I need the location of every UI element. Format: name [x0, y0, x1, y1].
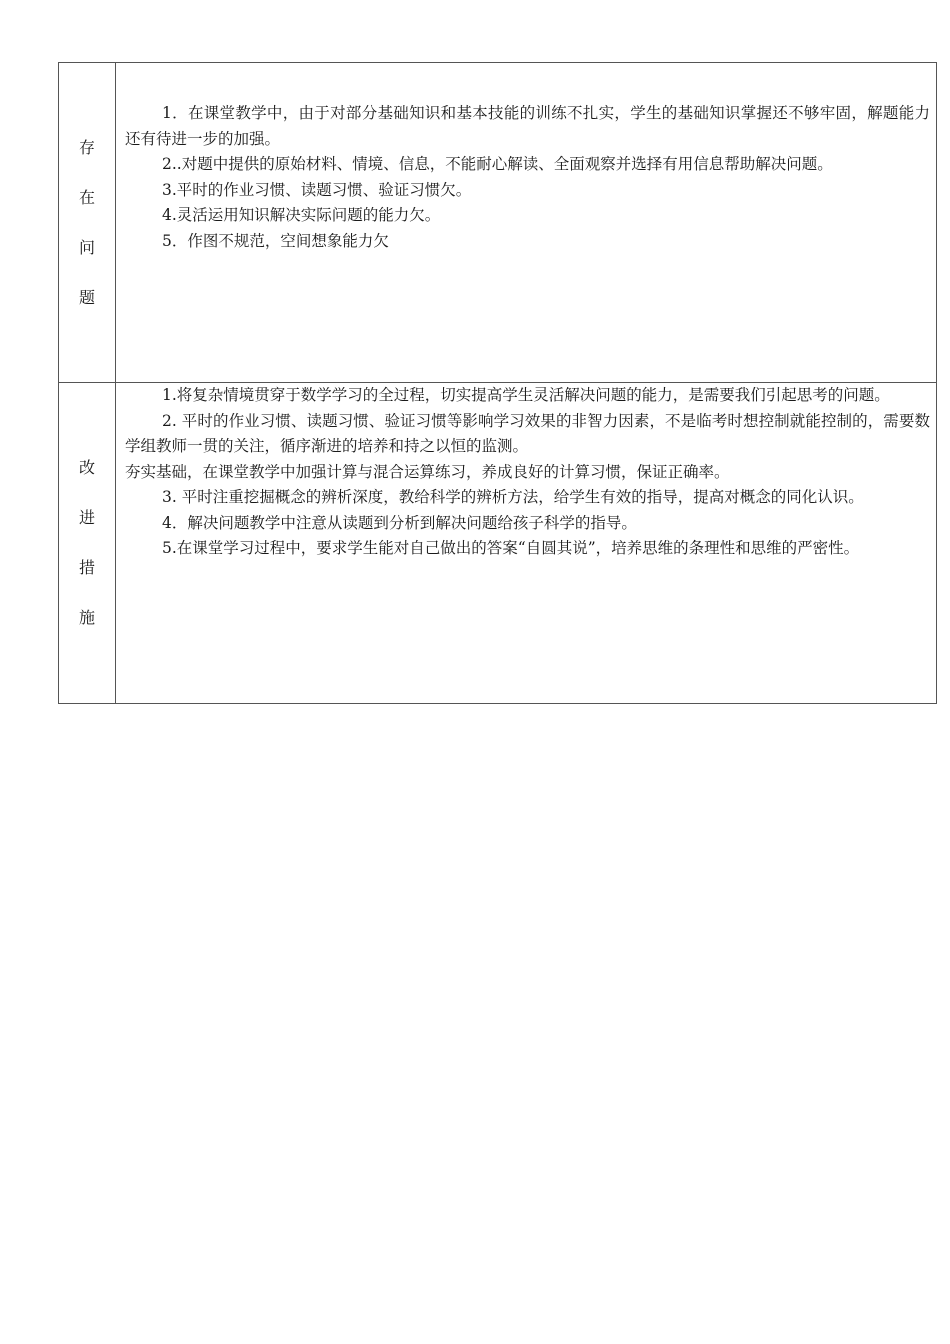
measures-label-char: 改: [78, 458, 95, 477]
measures-label: [59, 383, 115, 703]
problems-measures-table: [58, 62, 937, 704]
measures-label-cell: [59, 383, 116, 704]
problems-label: [59, 63, 115, 382]
measure-item: 3. 平时注重挖掘概念的辨析深度，教给科学的辨析方法，给学生有效的指导，提高对概念的同化认识。: [162, 488, 864, 506]
problems-label-char: 题: [78, 287, 95, 307]
measures-label-char: 进: [78, 508, 95, 527]
problems-content-cell: [116, 63, 937, 383]
measure-item: 1.将复杂情境贯穿于数学学习的全过程，切实提高学生灵活解决问题的能力，是需要我们引起思考的问题。: [162, 386, 890, 404]
problem-item: 2..对题中提供的原始材料、情境、信息，不能耐心解读、全面观察并选择有用信息帮助解决问题。: [162, 155, 833, 173]
problem-item: 4.灵活运用知识解决实际问题的能力欠。: [162, 206, 441, 224]
measure-item: 2. 平时的作业习惯、读题习惯、验证习惯等影响学习效果的非智力因素，不是临考时想控制就能控制的，需要数学组教师一贯的关注，循序渐进的培养和持之以恒的监测。: [125, 411, 930, 455]
problem-item: 3.平时的作业习惯、读题习惯、验证习惯欠。: [162, 180, 472, 199]
measure-item: 5.在课堂学习过程中，要求学生能对自己做出的答案“自圆其说”，培养思维的条理性和思维的严密性。: [162, 539, 860, 557]
measures-label-char: 施: [78, 608, 95, 627]
problem-item: 5．作图不规范，空间想象能力欠: [162, 231, 389, 250]
problems-label-char: 存: [78, 137, 95, 157]
measures-content-cell: [116, 383, 937, 704]
measure-item: 夯实基础，在课堂教学中加强计算与混合运算练习，养成良好的计算习惯，保证正确率。: [125, 462, 730, 481]
problems-label-char: 在: [78, 187, 95, 207]
problems-label-char: 问: [78, 237, 95, 257]
measure-item: 4．解决问题教学中注意从读题到分析到解决问题给孩子科学的指导。: [162, 513, 637, 532]
problems-row: [59, 63, 937, 383]
problems-label-cell: [59, 63, 116, 383]
measures-label-char: 措: [78, 558, 95, 577]
measures-row: [59, 383, 937, 704]
problem-item: 1．在课堂教学中，由于对部分基础知识和基本技能的训练不扎实，学生的基础知识掌握还不够牢固，解题能力还有待进一步的加强。: [125, 104, 930, 148]
